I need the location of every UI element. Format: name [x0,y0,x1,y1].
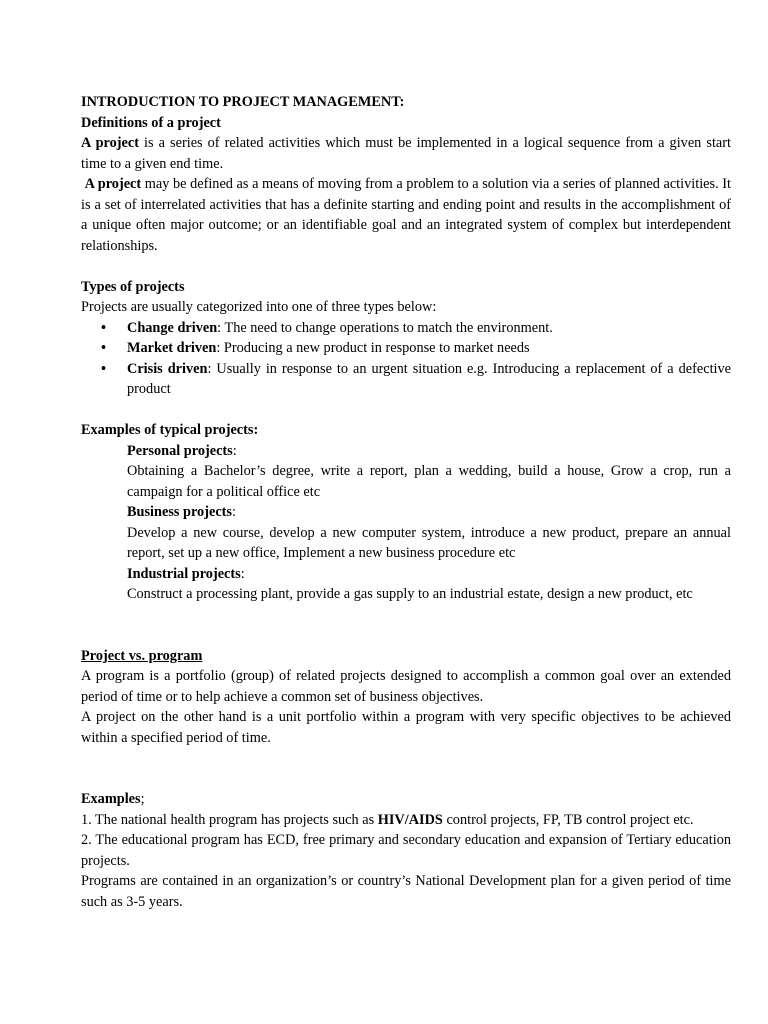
example-bold-term: HIV/AIDS [377,811,443,828]
personal-projects-text: Obtaining a Bachelor’s degree, write a report, plan a wedding, build a house, Grow a crop, run a campaign for a political office etc [127,463,731,500]
examples-typical-groups [81,441,731,605]
examples-typical-heading: Examples of typical projects: [81,422,259,438]
industrial-projects-text: Construct a processing plant, provide a gas supply to an industrial estate, design a new product, etc [127,586,693,602]
group-title [127,564,731,585]
spacer [81,748,731,789]
types-heading: Types of projects [81,278,185,295]
example-item-2: 2. The educational program has ECD, free primary and secondary education and expansion of Tertiary education projects. [81,832,731,869]
group-title [127,502,731,523]
type-text: : Usually in response to an urgent situation e.g. Introducing a replacement of a defective product [127,360,732,397]
example-item-1 [81,810,731,831]
business-projects-title: Business projects [127,504,232,520]
type-term: Market driven [127,340,217,356]
list-item [81,359,731,400]
bullet-icon: • [101,319,107,336]
title-colon: : [240,565,245,582]
example-text: 1. The national health program has projects such as [81,811,378,828]
program-definition: A program is a portfolio (group) of related projects designed to accomplish a common goal over an extended period of time or to help achieve a common set of business objectives. [81,668,731,705]
definition-paragraph-2 [81,174,731,256]
examples-heading-suffix: ; [140,791,145,807]
types-list [81,318,731,400]
title-colon: : [232,504,236,520]
group-title [127,441,731,462]
type-term: Crisis driven [127,360,208,377]
title-colon: : [232,442,237,459]
definition-text: may be defined as a means of moving from a problem to a solution via a series of planned activities. It is a set of interrelated activities that has a definite starting and ending point and results in the accomplishment of a unique often major outcome; or an identifiable goal and an integrated system of complex but interdependent relationships. [81,176,731,254]
examples-heading [81,789,731,810]
bullet-icon: • [101,340,107,356]
list-item [81,318,731,339]
definition-term: A project [81,135,139,151]
personal-projects-title: Personal projects [127,442,233,459]
definition-paragraph-1 [81,133,731,174]
list-item [81,338,731,359]
main-heading: INTRODUCTION TO PROJECT MANAGEMENT: [81,94,405,110]
spacer [81,605,731,646]
industrial-projects-title: Industrial projects [127,565,241,582]
project-definition: A project on the other hand is a unit portfolio within a program with very specific objectives to be achieved within a specified period of time. [81,709,731,746]
type-text: : The need to change operations to match the environment. [217,319,553,336]
spacer [81,400,731,421]
definitions-heading: Definitions of a project [81,114,221,131]
type-term: Change driven [127,319,218,336]
examples-closing: Programs are contained in an organization’s or country’s National Development plan for a given period of time such as 3-5 years. [81,873,731,910]
document-page [81,92,731,912]
type-text: : Producing a new product in response to market needs [216,340,530,356]
bullet-icon: • [101,360,107,377]
spacer [81,256,731,277]
example-text: control projects, FP, TB control project etc. [442,811,694,828]
examples-heading-text: Examples [81,791,141,807]
types-intro: Projects are usually categorized into one of three types below: [81,299,437,315]
definition-term: A project [84,176,142,192]
definition-text: is a series of related activities which must be implemented in a logical sequence from a given start time to a given end time. [81,135,731,172]
project-vs-program-heading: Project vs. program [81,647,203,664]
business-projects-text: Develop a new course, develop a new computer system, introduce a new product, prepare an annual report, set up a new office, Implement a new business procedure etc [127,524,731,561]
